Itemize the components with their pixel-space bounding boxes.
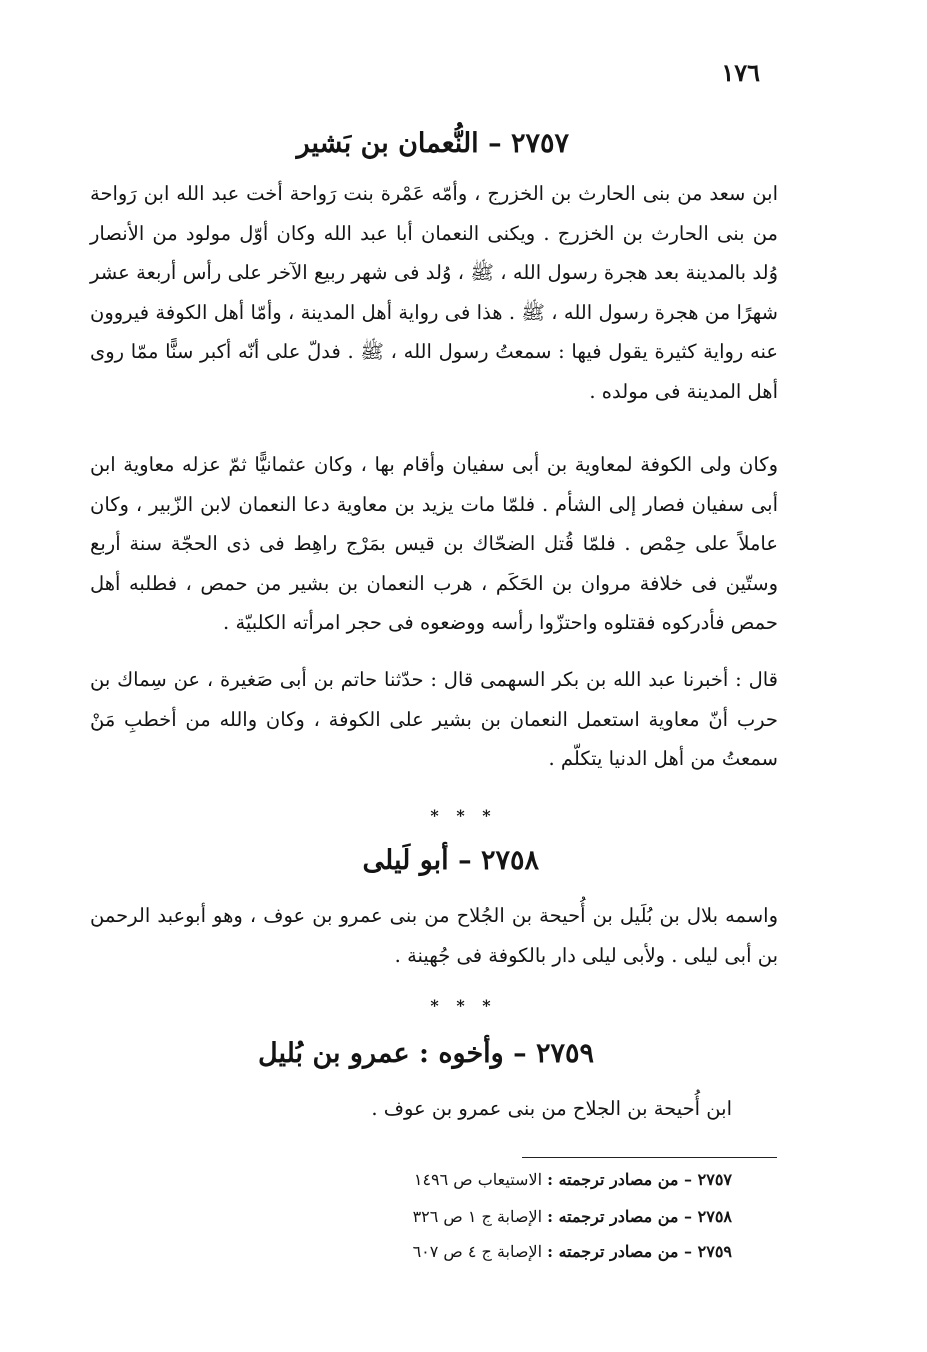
footnote-divider bbox=[522, 1157, 777, 1158]
footnote-2759 bbox=[413, 1240, 732, 1264]
section-separator-2: * * * bbox=[430, 996, 497, 1015]
entry-2757-paragraph-1: ابن سعد من بنى الحارث بن الخزرج ، وأمّه عَمْرة بنت رَواحة أخت عبد الله ابن رَواحة من بنى الحارث بن الخزرج . ويكنى النعمان أبا عبد الله وكان أوّل مولود من الأنصار وُلد بالمدينة بعد هجرة رسول الله ، ﷺ ، وُلد فى شهر ربيع الآخر على رأس أربعة عشر شهرًا من هجرة رسول الله ، ﷺ . هذا فى رواية أهل المدينة ، وأمّا أهل الكوفة فيروون عنه رواية كثيرة يقول فيها : سمعتُ رسول الله ، ﷺ . فدلّ على أنّه أكبر سنًّا ممّا روى أهل المدينة فى مولده . bbox=[90, 182, 779, 403]
footnote-label: ٢٧٥٧ – من مصادر ترجمته : bbox=[547, 1170, 732, 1189]
footnote-2757 bbox=[414, 1168, 732, 1192]
section-separator-1: * * * bbox=[430, 806, 497, 825]
footnote-label: ٢٧٥٩ – من مصادر ترجمته : bbox=[547, 1242, 732, 1261]
entry-heading-2758: ٢٧٥٨ – أبو لَيلى bbox=[362, 845, 539, 876]
entry-heading-2759: ٢٧٥٩ – وأخوه : عمرو بن بُليل bbox=[258, 1038, 594, 1069]
entry-2757-paragraph-2: وكان ولى الكوفة لمعاوية بن أبى سفيان وأقام بها ، وكان عثمانيًّا ثمّ عزله معاوية ابن أبى سفيان فصار إلى الشأم . فلمّا مات يزيد بن معاوية دعا النعمان لابن الزّبير ، وكان عاملاً على حِمْص . فلمّا قُتل الضحّاك بن قيس بمَرْج راهِط فى ذى الحجّة سنة أربع وستّين فى خلافة مروان بن الحَكَم ، هرب النعمان بن بشير من حمص ، فطلبه أهل حمص فأدركوه فقتلوه واحتزّوا رأسه ووضعوه فى حجر امرأته الكلبيّة . bbox=[90, 453, 778, 634]
page-number: ١٧٦ bbox=[721, 58, 760, 87]
footnote-2758 bbox=[413, 1205, 732, 1229]
footnote-text: الاستيعاب ص ١٤٩٦ bbox=[413, 1170, 548, 1189]
entry-heading-2757: ٢٧٥٧ – النُّعمان بن بَشير bbox=[296, 128, 569, 159]
entry-2759-paragraph-1: ابن أُحيحة بن الجلاح من بنى عمرو بن عوف . bbox=[371, 1097, 732, 1120]
footnote-text: الإصابة ج ١ ص ٣٢٦ bbox=[412, 1207, 548, 1226]
entry-2758-paragraph-1: واسمه بلال بن بُلَيل بن أُحيحة بن الجُلاح من بنى عمرو بن عوف ، وهو أبوعبد الرحمن بن أبى ليلى . ولأبى ليلى دار بالكوفة فى جُهينة . bbox=[90, 904, 778, 967]
footnote-label: ٢٧٥٨ – من مصادر ترجمته : bbox=[547, 1207, 732, 1226]
footnote-text: الإصابة ج ٤ ص ٦٠٧ bbox=[412, 1242, 548, 1261]
entry-2757-paragraph-3: قال : أخبرنا عبد الله بن بكر السهمى قال : حدّثنا حاتم بن أبى صَغيرة ، عن سِماك بن حرب أنّ معاوية استعمل النعمان بن بشير على الكوفة ، وكان والله من أخطبِ مَنْ سمعتُ من أهل الدنيا يتكلّم . bbox=[90, 668, 778, 770]
